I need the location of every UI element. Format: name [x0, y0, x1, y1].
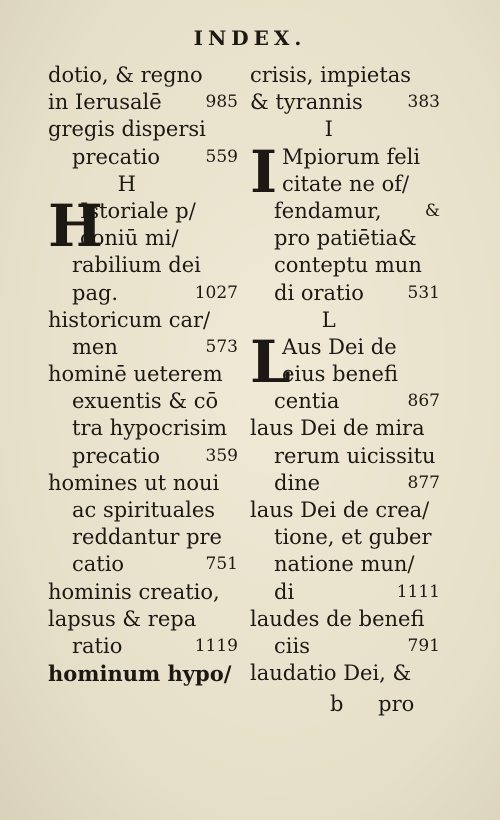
entry-text: ratio — [72, 633, 123, 658]
index-entry — [48, 579, 238, 606]
index-entry — [48, 116, 238, 143]
page-number: 531 — [407, 282, 440, 303]
entry-text: reddantur pre — [72, 525, 222, 550]
entry-text: hominis creatio, — [48, 579, 220, 604]
entry-text: hominē ueterem — [48, 362, 223, 387]
entry-text: homines ut noui — [48, 470, 220, 495]
index-entry — [48, 524, 238, 551]
index-entry — [250, 579, 440, 606]
section-letter: I — [324, 117, 333, 142]
index-entry — [48, 62, 238, 89]
entry-text: dine — [274, 470, 321, 495]
entry-text: ciis — [274, 633, 310, 658]
entry-text: catio — [72, 552, 125, 577]
entry-text: laus Dei de crea/ — [250, 498, 430, 522]
page-number: 359 — [205, 445, 238, 466]
index-entry — [48, 551, 238, 578]
index-entry — [250, 633, 440, 660]
index-entry — [48, 415, 238, 442]
entry-text: precatio — [72, 443, 160, 468]
page-number: 751 — [205, 554, 238, 575]
entry-text: pro patiētia& — [274, 226, 417, 251]
entry-text: lapsus & repa — [48, 606, 197, 631]
index-entry — [250, 280, 440, 307]
entry-text: & tyrannis — [250, 90, 363, 115]
index-entry — [250, 62, 440, 89]
index-entry — [250, 415, 440, 442]
index-entry — [250, 443, 440, 470]
entry-text: historicum car/ — [48, 307, 211, 332]
index-entry — [250, 524, 440, 551]
index-entry — [250, 660, 440, 687]
section-letter: H — [117, 171, 136, 196]
entry-text: exuentis & cō — [72, 389, 219, 414]
index-entry — [48, 361, 238, 388]
index-entry — [48, 280, 238, 307]
index-entry — [48, 633, 238, 660]
entry-text: coniū mi/ — [80, 226, 179, 251]
page-number: 383 — [407, 92, 440, 113]
entry-text: tione, et guber — [274, 525, 432, 550]
page-number: 1027 — [194, 282, 238, 303]
index-entry — [48, 334, 238, 361]
index-entry — [48, 144, 238, 171]
entry-text: Istoriale p/ — [80, 198, 196, 223]
entry-text: eius benefi — [282, 362, 398, 387]
index-entry — [250, 198, 440, 225]
left-column — [48, 62, 238, 687]
entry-text: di — [274, 579, 295, 604]
entry-text: rabilium dei — [72, 253, 201, 278]
page-number: 877 — [407, 472, 440, 493]
entry-text: Mpiorum feli — [282, 144, 421, 169]
entry-text: centia — [274, 389, 340, 414]
index-entry — [48, 660, 238, 687]
entry-text: rerum uicissitu — [274, 443, 436, 468]
page-header: INDEX. — [193, 26, 307, 50]
page-number: 1119 — [194, 635, 238, 656]
catchword: pro — [378, 692, 415, 716]
index-entry — [250, 606, 440, 633]
entry-text: crisis, impietas — [250, 63, 412, 87]
entry-text: laudes de benefi — [250, 606, 425, 631]
index-entry — [48, 470, 238, 497]
entry-text: men — [72, 334, 118, 359]
drop-cap: H — [48, 191, 103, 260]
index-entry — [48, 307, 238, 334]
entry-text: pag. — [72, 280, 119, 305]
index-entry — [48, 606, 238, 633]
right-column — [250, 62, 440, 687]
entry-text: laudatio Dei, & — [250, 661, 412, 686]
index-entry — [48, 497, 238, 524]
entry-text: conteptu mun — [274, 253, 422, 278]
section-letter: L — [321, 307, 336, 332]
index-entry — [250, 470, 440, 497]
index-entry — [250, 551, 440, 578]
page-number: 791 — [407, 635, 440, 656]
index-entry — [250, 225, 440, 252]
page-number: 867 — [407, 391, 440, 412]
signature-mark: b — [330, 692, 344, 716]
entry-text: ac spirituales — [72, 498, 216, 522]
drop-cap: I — [250, 137, 278, 206]
entry-text: tra hypocrisim — [72, 416, 228, 441]
entry-text: in Ierusalē — [48, 90, 162, 115]
page-number: 985 — [205, 92, 238, 113]
index-entry — [250, 89, 440, 116]
entry-text: Aus Dei de — [282, 334, 397, 359]
page-number: 1111 — [396, 581, 440, 602]
index-entry — [48, 388, 238, 415]
drop-cap: L — [250, 327, 291, 396]
page-number: & — [424, 200, 440, 221]
entry-text: fendamur, — [274, 198, 382, 223]
page-number: 573 — [205, 336, 238, 357]
entry-text: hominum hypo/ — [48, 661, 232, 687]
entry-text: dotio, & regno — [48, 63, 203, 87]
entry-text: precatio — [72, 144, 160, 169]
page-number: 559 — [205, 146, 238, 167]
index-entry — [48, 89, 238, 116]
index-entry — [250, 252, 440, 279]
entry-text: laus Dei de mira — [250, 416, 425, 441]
index-entry — [48, 443, 238, 470]
index-entry — [250, 171, 440, 198]
catchword-line — [330, 692, 414, 716]
index-entry — [250, 497, 440, 524]
entry-text: citate ne of/ — [282, 171, 410, 196]
entry-text: natione mun/ — [274, 552, 415, 577]
entry-text: di oratio — [274, 280, 364, 305]
entry-text: gregis dispersi — [48, 117, 206, 142]
